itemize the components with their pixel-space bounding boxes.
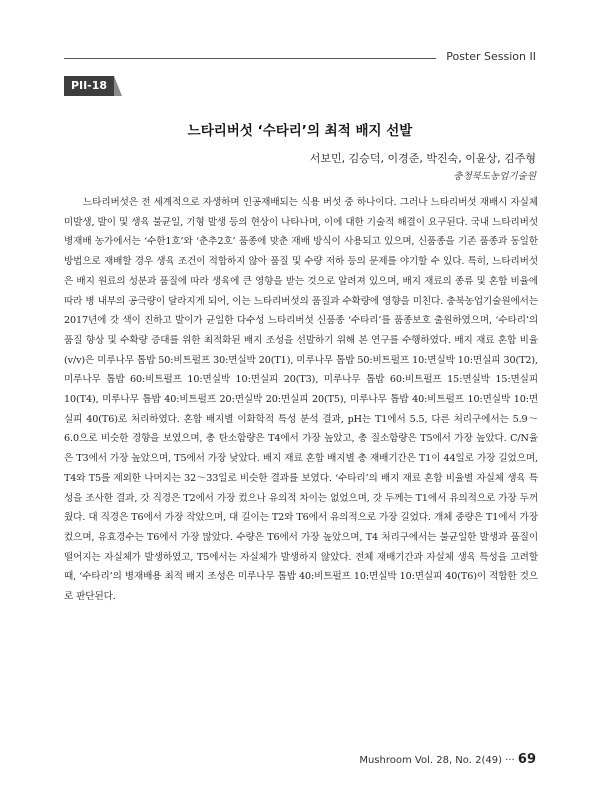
paper-title: 느타리버섯 ‘수타리’의 최적 배지 선발 bbox=[187, 123, 413, 139]
abstract-body: 느타리버섯은 전 세계적으로 자생하며 인공재배되는 식용 버섯 중 하나이다. 그러나 느타리버섯 재배시 자실체 미발생, 발이 및 생육 불균일, 기형 발생 등의 현상이 나타나며, 이에 대한 기술적 해결이 요구된다. 국내 느타리버섯 병재배 농가에서는 ‘수한1호’와 ‘춘추2호’ 품종에 맞춘 재배 방식이 사용되고 있으며, 신품종을 기존 품종과 동일한 방법으로 재배할 경우 생육 조건이 적합하지 않아 품질 및 수량 저하 등의 문제를 야기할 수 있다. 특히, 느타리버섯은 배지 원료의 성분과 품질에 따라 생육에 큰 영향을 받는 것으로 알려져 있으며, 배지 재료의 종류 및 혼합 비율에 따라 병 내부의 공극량이 달라지게 되어, 이는 느타리버섯의 품질과 수확량에 영향을 미친다. 충북농업기술원에서는 2017년에 갓 색이 진하고 발이가 균일한 다수성 느타리버섯 신품종 ‘수타리’를 품종보호 출원하였으며, ‘수타리’의 품질 향상 및 수확량 증대를 위한 최적화된 배지 조성을 선발하기 위해 본 연구를 수행하였다. 배지 재료 혼합 비율(v/v)은 미루나무 톱밥 50:비트펄프 30:면실박 20(T1), 미루나무 톱밥 50:비트펄프 10:면실박 10:면실피 30(T2), 미루나무 톱밥 60:비트펄프 10:면실박 10:면실피 20(T3), 미루나무 톱밥 60:비트펄프 15:면실박 15:면실피 10(T4), 미루나무 톱밥 40:비트펄프 20:면실박 20:면실피 20(T5), 미루나무 톱밥 40:비트펄프 10:면실박 10:면실피 40(T6)로 처리하였다. 혼합 배지별 이화학적 특성 분석 결과, pH는 T1에서 5.5, 다른 처리구에서는 5.9～6.0으로 비슷한 경향을 보였으며, 총 탄소함량은 T4에서 가장 높았고, 총 질소함량은 T5에서 가장 높았다. C/N율은 T3에서 가장 높았으며, T5에서 가장 낮았다. 배지 재료 혼합 배지별 총 재배기간은 T1이 44일로 가장 길었으며, T4와 T5를 제외한 나머지는 32～33일로 비슷한 결과를 보였다. ‘수타리’의 배지 재료 혼합 비율별 자실체 생육 특성을 조사한 결과, 갓 직경은 T2에서 가장 컸으나 유의적 차이는 없었으며, 갓 두께는 T1에서 유의적으로 가장 두꺼웠다. 대 직경은 T6에서 가장 작았으며, 대 길이는 T2와 T6에서 유의적으로 가장 길었다. 개체 중량은 T1에서 가장 컸으며, 유효경수는 T6에서 가장 많았다. 수량은 T6에서 가장 높았으며, T4 처리구에서는 불균일한 발생과 품질이 떨어지는 자실체가 발생하였고, T5에서는 자실체가 발생하지 않았다. 전체 재배기간과 자실체 생육 특성을 고려할 때, ‘수타리’의 병재배용 최적 배지 조성은 미루나무 톱밥 40:비트펄프 10:면실박 10:면실피 40(T6)이 적합한 것으로 판단된다. bbox=[64, 197, 538, 603]
poster-badge bbox=[64, 76, 124, 96]
poster-id: PII-18 bbox=[64, 76, 114, 96]
page-footer bbox=[359, 752, 536, 767]
header-rule bbox=[64, 58, 436, 59]
affiliation: 충청북도농업기술원 bbox=[453, 171, 536, 182]
authors: 서보민, 김승덕, 이경준, 박진숙, 이윤상, 김주형 bbox=[309, 152, 536, 165]
footer-separator: ··· bbox=[505, 755, 515, 766]
journal-citation: Mushroom Vol. 28, No. 2(49) bbox=[359, 755, 502, 766]
page-number: 69 bbox=[517, 752, 536, 767]
badge-stripe bbox=[114, 76, 122, 96]
session-label: Poster Session II bbox=[446, 50, 536, 63]
